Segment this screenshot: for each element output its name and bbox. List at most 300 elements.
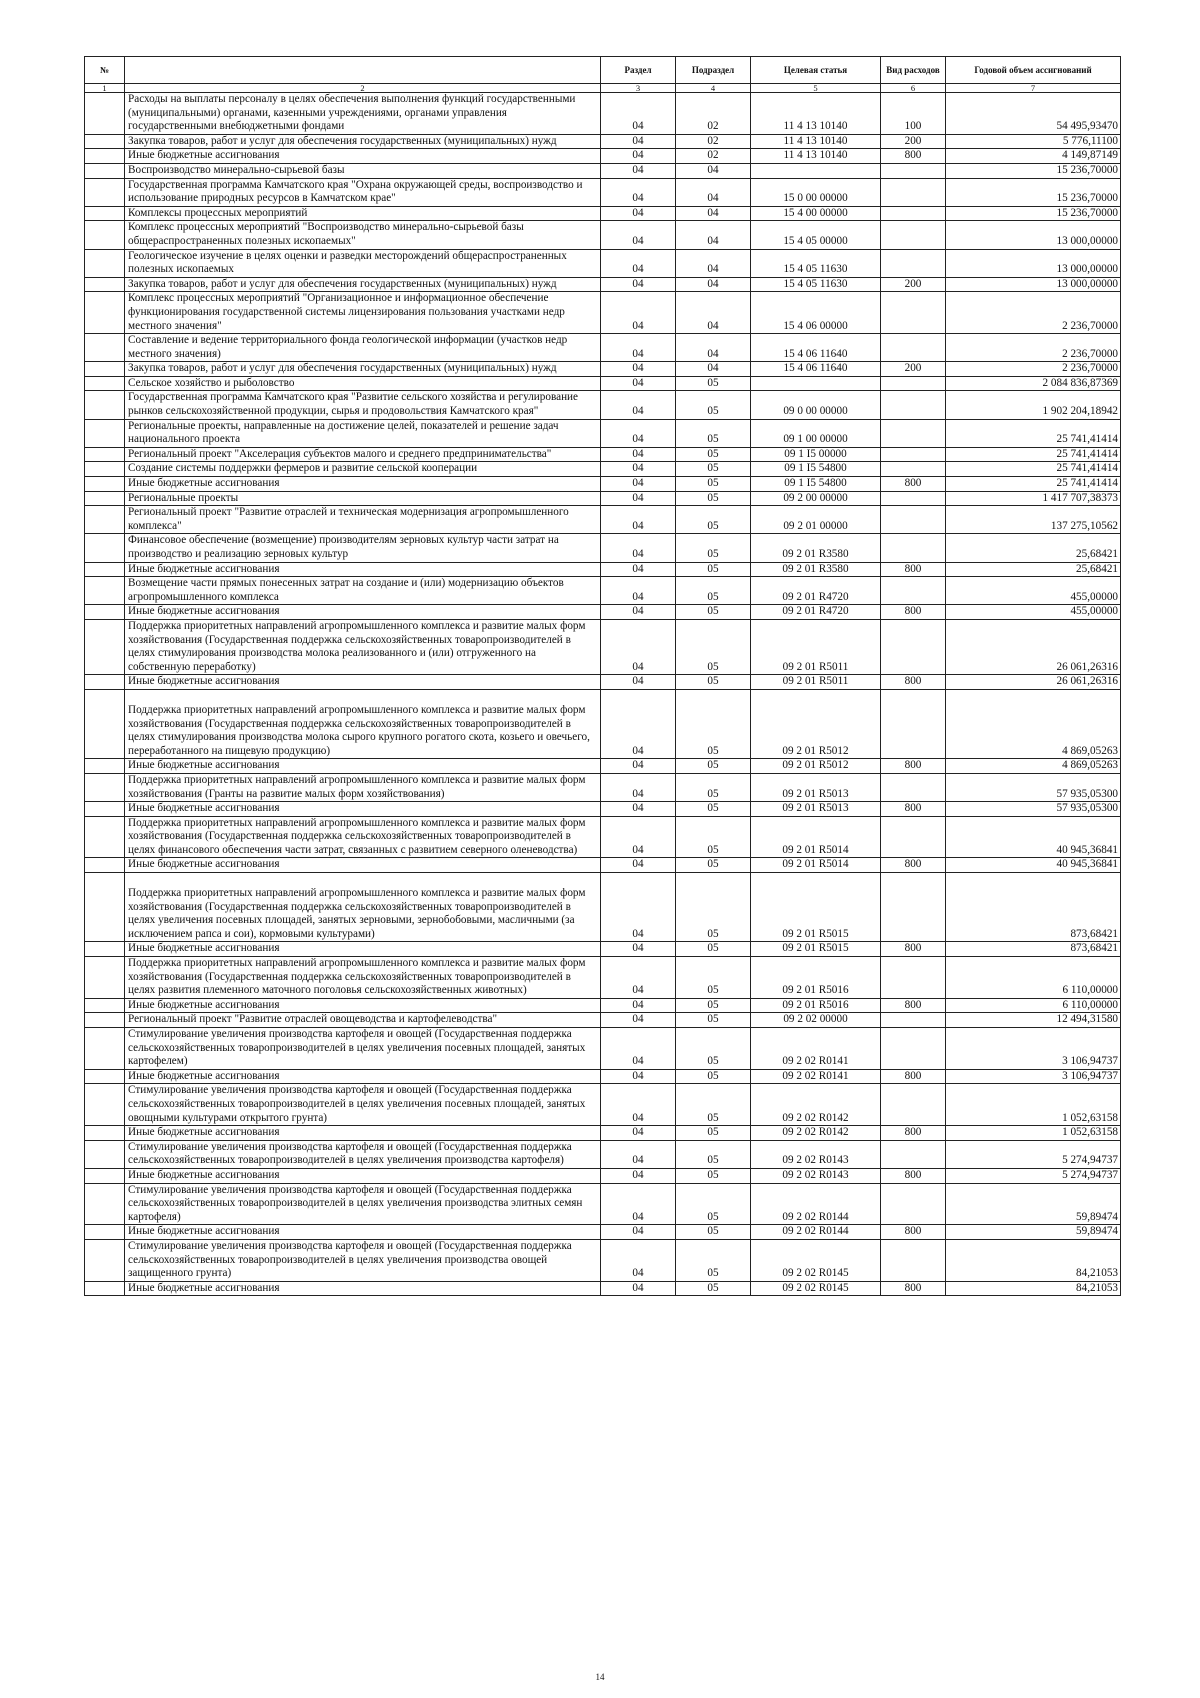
row-razdel-cell: 04 xyxy=(601,1126,676,1141)
row-podrazdel-cell: 05 xyxy=(676,562,751,577)
row-podrazdel-cell: 04 xyxy=(676,206,751,221)
row-amount-cell: 1 902 204,18942 xyxy=(946,391,1121,419)
row-amount-cell: 873,68421 xyxy=(946,942,1121,957)
row-number-cell xyxy=(85,149,125,164)
table-row xyxy=(85,134,1121,149)
column-index: 1 xyxy=(85,84,125,93)
row-name-cell: Стимулирование увеличения производства картофеля и овощей (Государственная поддержка сельскохозяйственных товаропроизводителей в целях увеличения посевных площадей, занятых картофелем) xyxy=(125,1028,601,1070)
row-vid-cell: 200 xyxy=(881,362,946,377)
row-podrazdel-cell: 05 xyxy=(676,534,751,562)
row-statya-cell: 15 4 05 11630 xyxy=(751,277,881,292)
row-podrazdel-cell: 05 xyxy=(676,998,751,1013)
row-name-cell: Создание системы поддержки фермеров и развитие сельской кооперации xyxy=(125,462,601,477)
row-amount-cell: 13 000,00000 xyxy=(946,221,1121,249)
table-row xyxy=(85,221,1121,249)
row-statya-cell: 11 4 13 10140 xyxy=(751,149,881,164)
row-name-cell: Геологическое изучение в целях оценки и разведки месторождений общераспространенных полезных ископаемых xyxy=(125,249,601,277)
row-name-cell: Комплексы процессных мероприятий xyxy=(125,206,601,221)
row-podrazdel-cell: 05 xyxy=(676,1140,751,1168)
row-number-cell xyxy=(85,802,125,817)
row-vid-cell: 800 xyxy=(881,858,946,873)
row-vid-cell: 800 xyxy=(881,759,946,774)
row-podrazdel-cell: 05 xyxy=(676,1281,751,1296)
table-row xyxy=(85,942,1121,957)
row-vid-cell xyxy=(881,491,946,506)
row-podrazdel-cell: 05 xyxy=(676,873,751,942)
row-name-cell: Иные бюджетные ассигнования xyxy=(125,759,601,774)
row-statya-cell: 09 2 01 R5015 xyxy=(751,942,881,957)
row-name-cell: Иные бюджетные ассигнования xyxy=(125,1281,601,1296)
row-razdel-cell: 04 xyxy=(601,534,676,562)
row-number-cell xyxy=(85,1140,125,1168)
row-razdel-cell: 04 xyxy=(601,605,676,620)
row-podrazdel-cell: 04 xyxy=(676,292,751,334)
row-amount-cell: 6 110,00000 xyxy=(946,998,1121,1013)
table-row xyxy=(85,1183,1121,1225)
row-vid-cell xyxy=(881,376,946,391)
row-name-cell: Возмещение части прямых понесенных затрат на создание и (или) модернизацию объектов агропромышленного комплекса xyxy=(125,577,601,605)
row-razdel-cell: 04 xyxy=(601,1069,676,1084)
row-amount-cell: 25,68421 xyxy=(946,534,1121,562)
row-podrazdel-cell: 05 xyxy=(676,1084,751,1126)
row-podrazdel-cell: 05 xyxy=(676,689,751,758)
row-name-cell: Иные бюджетные ассигнования xyxy=(125,1225,601,1240)
row-razdel-cell: 04 xyxy=(601,178,676,206)
table-row xyxy=(85,605,1121,620)
row-podrazdel-cell: 05 xyxy=(676,957,751,999)
page-number: 14 xyxy=(595,1672,605,1682)
row-number-cell xyxy=(85,163,125,178)
row-statya-cell: 15 4 06 00000 xyxy=(751,292,881,334)
row-number-cell xyxy=(85,134,125,149)
row-statya-cell: 15 4 00 00000 xyxy=(751,206,881,221)
row-statya-cell: 11 4 13 10140 xyxy=(751,93,881,135)
row-podrazdel-cell: 05 xyxy=(676,1126,751,1141)
row-razdel-cell: 04 xyxy=(601,362,676,377)
row-amount-cell: 25 741,41414 xyxy=(946,419,1121,447)
column-index: 7 xyxy=(946,84,1121,93)
table-row xyxy=(85,477,1121,492)
table-row xyxy=(85,462,1121,477)
budget-table-sheet xyxy=(84,56,1120,1296)
row-name-cell: Закупка товаров, работ и услуг для обеспечения государственных (муниципальных) нужд xyxy=(125,277,601,292)
row-number-cell xyxy=(85,998,125,1013)
row-statya-cell: 09 2 01 R5016 xyxy=(751,998,881,1013)
row-number-cell xyxy=(85,376,125,391)
row-name-cell: Стимулирование увеличения производства картофеля и овощей (Государственная поддержка сельскохозяйственных товаропроизводителей в целях увеличения производства овощей защищенного грунта) xyxy=(125,1239,601,1281)
header-obem: Годовой объем ассигнований xyxy=(946,57,1121,84)
row-statya-cell: 09 1 00 00000 xyxy=(751,419,881,447)
row-number-cell xyxy=(85,462,125,477)
row-podrazdel-cell: 04 xyxy=(676,249,751,277)
row-name-cell: Иные бюджетные ассигнования xyxy=(125,605,601,620)
row-podrazdel-cell: 05 xyxy=(676,462,751,477)
row-razdel-cell: 04 xyxy=(601,1013,676,1028)
row-podrazdel-cell: 05 xyxy=(676,759,751,774)
row-razdel-cell: 04 xyxy=(601,206,676,221)
row-razdel-cell: 04 xyxy=(601,773,676,801)
row-statya-cell: 09 2 02 R0144 xyxy=(751,1225,881,1240)
row-amount-cell: 84,21053 xyxy=(946,1281,1121,1296)
row-amount-cell: 2 236,70000 xyxy=(946,334,1121,362)
table-row xyxy=(85,577,1121,605)
row-vid-cell xyxy=(881,1013,946,1028)
row-razdel-cell: 04 xyxy=(601,942,676,957)
row-vid-cell: 800 xyxy=(881,1126,946,1141)
table-row xyxy=(85,1013,1121,1028)
row-razdel-cell: 04 xyxy=(601,802,676,817)
row-podrazdel-cell: 05 xyxy=(676,577,751,605)
row-statya-cell: 15 4 06 11640 xyxy=(751,362,881,377)
row-name-cell: Закупка товаров, работ и услуг для обеспечения государственных (муниципальных) нужд xyxy=(125,134,601,149)
row-amount-cell: 84,21053 xyxy=(946,1239,1121,1281)
table-row xyxy=(85,206,1121,221)
table-row xyxy=(85,491,1121,506)
table-row xyxy=(85,362,1121,377)
row-podrazdel-cell: 05 xyxy=(676,858,751,873)
row-amount-cell: 25 741,41414 xyxy=(946,462,1121,477)
row-vid-cell: 800 xyxy=(881,1168,946,1183)
row-statya-cell: 09 2 02 R0145 xyxy=(751,1281,881,1296)
row-amount-cell: 26 061,26316 xyxy=(946,619,1121,674)
row-name-cell: Иные бюджетные ассигнования xyxy=(125,562,601,577)
row-number-cell xyxy=(85,1225,125,1240)
row-number-cell xyxy=(85,689,125,758)
row-razdel-cell: 04 xyxy=(601,163,676,178)
row-amount-cell: 59,89474 xyxy=(946,1183,1121,1225)
row-vid-cell: 800 xyxy=(881,1069,946,1084)
table-row xyxy=(85,619,1121,674)
table-row xyxy=(85,759,1121,774)
row-vid-cell: 800 xyxy=(881,802,946,817)
row-razdel-cell: 04 xyxy=(601,391,676,419)
row-name-cell: Государственная программа Камчатского края "Охрана окружающей среды, воспроизводство и использование природных ресурсов в Камчатском крае" xyxy=(125,178,601,206)
row-number-cell xyxy=(85,816,125,858)
row-podrazdel-cell: 05 xyxy=(676,675,751,690)
table-row xyxy=(85,149,1121,164)
row-statya-cell: 09 0 00 00000 xyxy=(751,391,881,419)
row-number-cell xyxy=(85,362,125,377)
row-vid-cell: 200 xyxy=(881,134,946,149)
row-razdel-cell: 04 xyxy=(601,577,676,605)
row-razdel-cell: 04 xyxy=(601,1183,676,1225)
row-statya-cell: 09 2 01 00000 xyxy=(751,506,881,534)
row-statya-cell: 09 2 01 R3580 xyxy=(751,534,881,562)
row-statya-cell: 15 4 05 11630 xyxy=(751,249,881,277)
row-podrazdel-cell: 05 xyxy=(676,1028,751,1070)
row-vid-cell: 100 xyxy=(881,93,946,135)
column-index-row xyxy=(85,84,1121,93)
row-statya-cell: 09 2 01 R5015 xyxy=(751,873,881,942)
row-number-cell xyxy=(85,1281,125,1296)
row-name-cell: Поддержка приоритетных направлений агропромышленного комплекса и развитие малых форм хозяйствования (Гранты на развитие малых форм хозяйствования) xyxy=(125,773,601,801)
table-row xyxy=(85,93,1121,135)
table-body xyxy=(85,93,1121,1296)
row-number-cell xyxy=(85,477,125,492)
row-name-cell: Сельское хозяйство и рыболовство xyxy=(125,376,601,391)
row-vid-cell xyxy=(881,957,946,999)
row-statya-cell: 09 2 01 R5011 xyxy=(751,675,881,690)
row-statya-cell: 09 2 01 R5012 xyxy=(751,689,881,758)
row-amount-cell: 4 869,05263 xyxy=(946,759,1121,774)
row-vid-cell xyxy=(881,1140,946,1168)
row-razdel-cell: 04 xyxy=(601,562,676,577)
table-row xyxy=(85,1239,1121,1281)
row-podrazdel-cell: 04 xyxy=(676,362,751,377)
table-row xyxy=(85,802,1121,817)
row-podrazdel-cell: 04 xyxy=(676,163,751,178)
row-name-cell: Расходы на выплаты персоналу в целях обеспечения выполнения функций государственными (муниципальными) органами, казенными учреждениями, органами управления государственными внебюджетными фондами xyxy=(125,93,601,135)
row-amount-cell: 3 106,94737 xyxy=(946,1069,1121,1084)
row-vid-cell xyxy=(881,1084,946,1126)
row-statya-cell: 09 2 02 R0143 xyxy=(751,1140,881,1168)
row-number-cell xyxy=(85,759,125,774)
row-statya-cell: 09 2 01 R3580 xyxy=(751,562,881,577)
row-number-cell xyxy=(85,577,125,605)
row-name-cell: Региональные проекты xyxy=(125,491,601,506)
row-name-cell: Воспроизводство минерально-сырьевой базы xyxy=(125,163,601,178)
row-number-cell xyxy=(85,277,125,292)
row-statya-cell: 09 2 01 R5014 xyxy=(751,858,881,873)
budget-table xyxy=(84,56,1121,1296)
row-podrazdel-cell: 02 xyxy=(676,149,751,164)
row-name-cell: Иные бюджетные ассигнования xyxy=(125,675,601,690)
row-razdel-cell: 04 xyxy=(601,816,676,858)
row-vid-cell: 800 xyxy=(881,149,946,164)
row-number-cell xyxy=(85,1069,125,1084)
header-statya: Целевая статья xyxy=(751,57,881,84)
row-statya-cell: 09 2 02 00000 xyxy=(751,1013,881,1028)
table-row xyxy=(85,998,1121,1013)
header-num: № xyxy=(85,57,125,84)
table-row xyxy=(85,816,1121,858)
row-number-cell xyxy=(85,605,125,620)
row-statya-cell: 09 2 02 R0142 xyxy=(751,1126,881,1141)
row-name-cell: Стимулирование увеличения производства картофеля и овощей (Государственная поддержка сельскохозяйственных товаропроизводителей в целях увеличения производства элитных семян картофеля) xyxy=(125,1183,601,1225)
row-amount-cell: 6 110,00000 xyxy=(946,957,1121,999)
row-statya-cell: 09 2 02 R0144 xyxy=(751,1183,881,1225)
column-index: 6 xyxy=(881,84,946,93)
table-header-row xyxy=(85,57,1121,84)
row-razdel-cell: 04 xyxy=(601,277,676,292)
row-amount-cell: 1 052,63158 xyxy=(946,1126,1121,1141)
row-razdel-cell: 04 xyxy=(601,477,676,492)
row-number-cell xyxy=(85,1126,125,1141)
table-row xyxy=(85,277,1121,292)
row-amount-cell: 455,00000 xyxy=(946,605,1121,620)
row-podrazdel-cell: 05 xyxy=(676,477,751,492)
row-vid-cell xyxy=(881,773,946,801)
row-vid-cell: 800 xyxy=(881,1281,946,1296)
table-row xyxy=(85,1225,1121,1240)
row-vid-cell xyxy=(881,534,946,562)
row-razdel-cell: 04 xyxy=(601,221,676,249)
row-vid-cell xyxy=(881,1183,946,1225)
row-name-cell: Иные бюджетные ассигнования xyxy=(125,149,601,164)
row-name-cell: Поддержка приоритетных направлений агропромышленного комплекса и развитие малых форм хозяйствования (Государственная поддержка сельскохозяйственных товаропроизводителей в целях стимулирования производства молока реализованного и (или) отгруженного на собственную переработку) xyxy=(125,619,601,674)
row-podrazdel-cell: 05 xyxy=(676,447,751,462)
row-podrazdel-cell: 05 xyxy=(676,942,751,957)
row-razdel-cell: 04 xyxy=(601,998,676,1013)
row-name-cell: Комплекс процессных мероприятий "Организационное и информационное обеспечение функционирования государственной системы лицензирования пользования участками недр местного значения" xyxy=(125,292,601,334)
row-number-cell xyxy=(85,873,125,942)
row-razdel-cell: 04 xyxy=(601,957,676,999)
row-amount-cell: 2 236,70000 xyxy=(946,362,1121,377)
column-index: 5 xyxy=(751,84,881,93)
row-amount-cell: 2 236,70000 xyxy=(946,292,1121,334)
row-podrazdel-cell: 05 xyxy=(676,816,751,858)
row-name-cell: Иные бюджетные ассигнования xyxy=(125,942,601,957)
table-row xyxy=(85,163,1121,178)
row-podrazdel-cell: 05 xyxy=(676,802,751,817)
row-razdel-cell: 04 xyxy=(601,249,676,277)
row-razdel-cell: 04 xyxy=(601,858,676,873)
row-name-cell: Стимулирование увеличения производства картофеля и овощей (Государственная поддержка сельскохозяйственных товаропроизводителей в целях увеличения производства картофеля) xyxy=(125,1140,601,1168)
row-amount-cell: 59,89474 xyxy=(946,1225,1121,1240)
table-row xyxy=(85,1069,1121,1084)
row-amount-cell: 5 274,94737 xyxy=(946,1140,1121,1168)
row-razdel-cell: 04 xyxy=(601,1225,676,1240)
row-podrazdel-cell: 02 xyxy=(676,134,751,149)
table-row xyxy=(85,178,1121,206)
row-statya-cell: 15 4 05 00000 xyxy=(751,221,881,249)
row-statya-cell: 15 0 00 00000 xyxy=(751,178,881,206)
row-amount-cell: 25 741,41414 xyxy=(946,447,1121,462)
row-podrazdel-cell: 05 xyxy=(676,1225,751,1240)
row-razdel-cell: 04 xyxy=(601,689,676,758)
row-name-cell: Иные бюджетные ассигнования xyxy=(125,1069,601,1084)
row-number-cell xyxy=(85,1239,125,1281)
row-vid-cell: 800 xyxy=(881,675,946,690)
row-amount-cell: 40 945,36841 xyxy=(946,816,1121,858)
row-number-cell xyxy=(85,1084,125,1126)
row-razdel-cell: 04 xyxy=(601,462,676,477)
row-name-cell: Государственная программа Камчатского края "Развитие сельского хозяйства и регулирование рынков сельскохозяйственной продукции, сырья и продовольствия Камчатского края" xyxy=(125,391,601,419)
row-name-cell: Иные бюджетные ассигнования xyxy=(125,858,601,873)
row-razdel-cell: 04 xyxy=(601,1140,676,1168)
row-name-cell: Региональный проект "Акселерация субъектов малого и среднего предпринимательства" xyxy=(125,447,601,462)
table-row xyxy=(85,534,1121,562)
row-razdel-cell: 04 xyxy=(601,149,676,164)
table-row xyxy=(85,675,1121,690)
row-podrazdel-cell: 05 xyxy=(676,1069,751,1084)
row-number-cell xyxy=(85,292,125,334)
row-vid-cell xyxy=(881,447,946,462)
row-vid-cell: 800 xyxy=(881,1225,946,1240)
row-podrazdel-cell: 04 xyxy=(676,334,751,362)
row-podrazdel-cell: 05 xyxy=(676,419,751,447)
row-number-cell xyxy=(85,957,125,999)
row-razdel-cell: 04 xyxy=(601,1028,676,1070)
row-name-cell: Комплекс процессных мероприятий "Воспроизводство минерально-сырьевой базы общераспространенных полезных ископаемых" xyxy=(125,221,601,249)
column-index: 2 xyxy=(125,84,601,93)
row-amount-cell: 26 061,26316 xyxy=(946,675,1121,690)
row-amount-cell: 13 000,00000 xyxy=(946,277,1121,292)
row-amount-cell: 4 869,05263 xyxy=(946,689,1121,758)
row-name-cell: Стимулирование увеличения производства картофеля и овощей (Государственная поддержка сельскохозяйственных товаропроизводителей в целях увеличения посевных площадей, занятых овощными культурами открытого грунта) xyxy=(125,1084,601,1126)
row-name-cell: Поддержка приоритетных направлений агропромышленного комплекса и развитие малых форм хозяйствования (Государственная поддержка сельскохозяйственных товаропроизводителей в целях развития племенного маточного поголовья сельскохозяйственных животных) xyxy=(125,957,601,999)
row-statya-cell: 09 2 02 R0141 xyxy=(751,1028,881,1070)
row-razdel-cell: 04 xyxy=(601,873,676,942)
row-number-cell xyxy=(85,221,125,249)
table-row xyxy=(85,858,1121,873)
row-vid-cell: 800 xyxy=(881,605,946,620)
row-podrazdel-cell: 05 xyxy=(676,491,751,506)
row-vid-cell: 800 xyxy=(881,942,946,957)
row-name-cell: Региональные проекты, направленные на достижение целей, показателей и решение задач национального проекта xyxy=(125,419,601,447)
row-number-cell xyxy=(85,334,125,362)
row-statya-cell: 09 2 01 R5013 xyxy=(751,773,881,801)
row-razdel-cell: 04 xyxy=(601,1281,676,1296)
row-name-cell: Иные бюджетные ассигнования xyxy=(125,1126,601,1141)
row-statya-cell: 09 2 02 R0142 xyxy=(751,1084,881,1126)
row-razdel-cell: 04 xyxy=(601,491,676,506)
table-row xyxy=(85,506,1121,534)
row-statya-cell: 09 2 02 R0143 xyxy=(751,1168,881,1183)
row-number-cell xyxy=(85,206,125,221)
row-amount-cell: 25,68421 xyxy=(946,562,1121,577)
table-row xyxy=(85,1281,1121,1296)
row-amount-cell: 1 052,63158 xyxy=(946,1084,1121,1126)
row-amount-cell: 3 106,94737 xyxy=(946,1028,1121,1070)
row-statya-cell: 09 2 01 R4720 xyxy=(751,577,881,605)
row-name-cell: Иные бюджетные ассигнования xyxy=(125,477,601,492)
row-razdel-cell: 04 xyxy=(601,292,676,334)
row-amount-cell: 57 935,05300 xyxy=(946,802,1121,817)
row-vid-cell xyxy=(881,334,946,362)
row-amount-cell: 54 495,93470 xyxy=(946,93,1121,135)
row-podrazdel-cell: 04 xyxy=(676,221,751,249)
row-number-cell xyxy=(85,534,125,562)
row-vid-cell xyxy=(881,163,946,178)
row-vid-cell: 800 xyxy=(881,477,946,492)
table-row xyxy=(85,1028,1121,1070)
row-podrazdel-cell: 02 xyxy=(676,93,751,135)
row-statya-cell: 09 2 01 R5014 xyxy=(751,816,881,858)
column-index: 4 xyxy=(676,84,751,93)
row-podrazdel-cell: 04 xyxy=(676,277,751,292)
row-amount-cell: 12 494,31580 xyxy=(946,1013,1121,1028)
row-vid-cell xyxy=(881,178,946,206)
table-row xyxy=(85,334,1121,362)
row-vid-cell xyxy=(881,391,946,419)
row-statya-cell xyxy=(751,376,881,391)
row-podrazdel-cell: 05 xyxy=(676,1183,751,1225)
row-number-cell xyxy=(85,1183,125,1225)
row-number-cell xyxy=(85,942,125,957)
table-row xyxy=(85,292,1121,334)
table-row xyxy=(85,391,1121,419)
row-statya-cell: 09 1 I5 00000 xyxy=(751,447,881,462)
row-amount-cell: 25 741,41414 xyxy=(946,477,1121,492)
row-razdel-cell: 04 xyxy=(601,759,676,774)
row-statya-cell: 09 2 02 R0145 xyxy=(751,1239,881,1281)
row-vid-cell xyxy=(881,206,946,221)
table-row xyxy=(85,1168,1121,1183)
row-number-cell xyxy=(85,419,125,447)
row-vid-cell xyxy=(881,506,946,534)
table-row xyxy=(85,773,1121,801)
row-podrazdel-cell: 05 xyxy=(676,1239,751,1281)
table-row xyxy=(85,376,1121,391)
row-statya-cell: 09 2 02 R0141 xyxy=(751,1069,881,1084)
row-vid-cell xyxy=(881,619,946,674)
row-vid-cell xyxy=(881,816,946,858)
row-amount-cell: 5 776,11100 xyxy=(946,134,1121,149)
row-statya-cell: 09 1 I5 54800 xyxy=(751,477,881,492)
row-podrazdel-cell: 05 xyxy=(676,773,751,801)
row-statya-cell: 09 2 01 R5013 xyxy=(751,802,881,817)
